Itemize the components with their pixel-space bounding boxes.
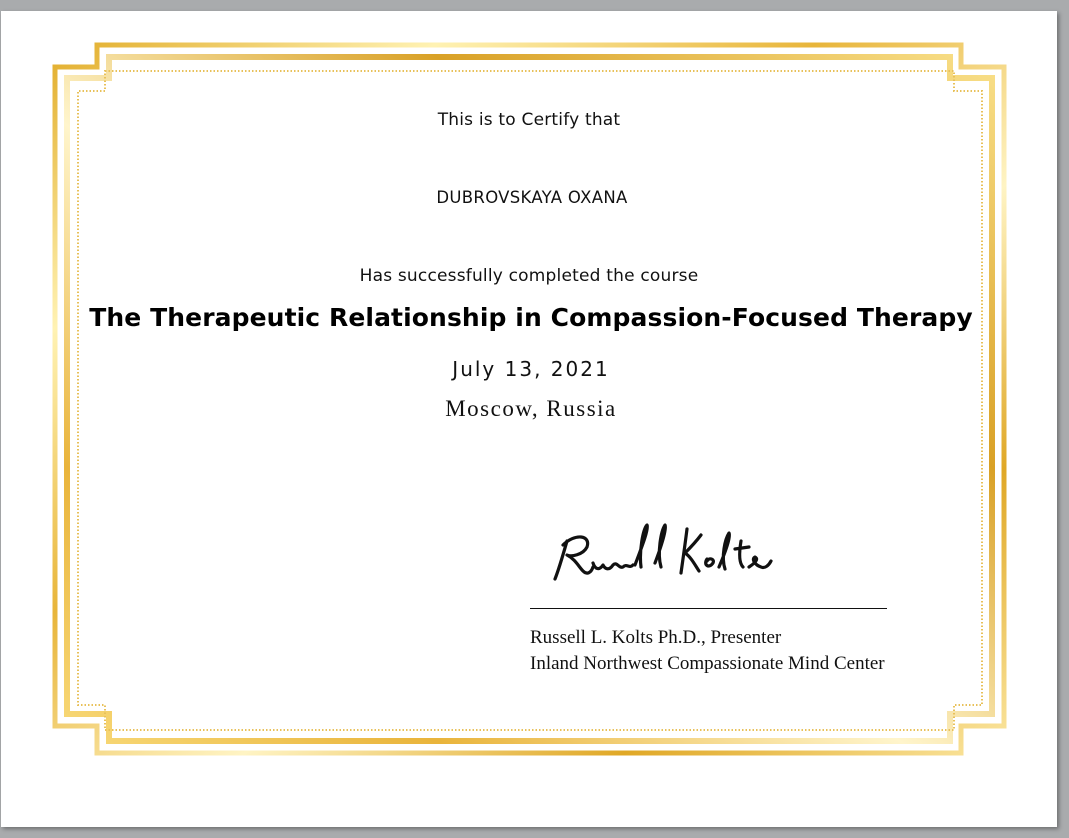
course-location: Moscow, Russia <box>445 396 617 421</box>
presenter-organization: Inland Northwest Compassionate Mind Center <box>530 653 885 674</box>
handwritten-signature <box>549 519 779 589</box>
course-date: July 13, 2021 <box>452 357 610 381</box>
course-title: The Therapeutic Relationship in Compassion-Focused Therapy <box>89 303 973 332</box>
recipient-name: DUBROVSKAYA OXANA <box>436 188 628 207</box>
signature-line <box>530 608 887 609</box>
certificate-page <box>1 11 1057 827</box>
presenter-name: Russell L. Kolts Ph.D., Presenter <box>530 627 782 648</box>
certify-text: This is to Certify that <box>437 110 621 130</box>
completed-text: Has successfully completed the course <box>359 266 699 286</box>
presenter-block <box>530 625 885 677</box>
